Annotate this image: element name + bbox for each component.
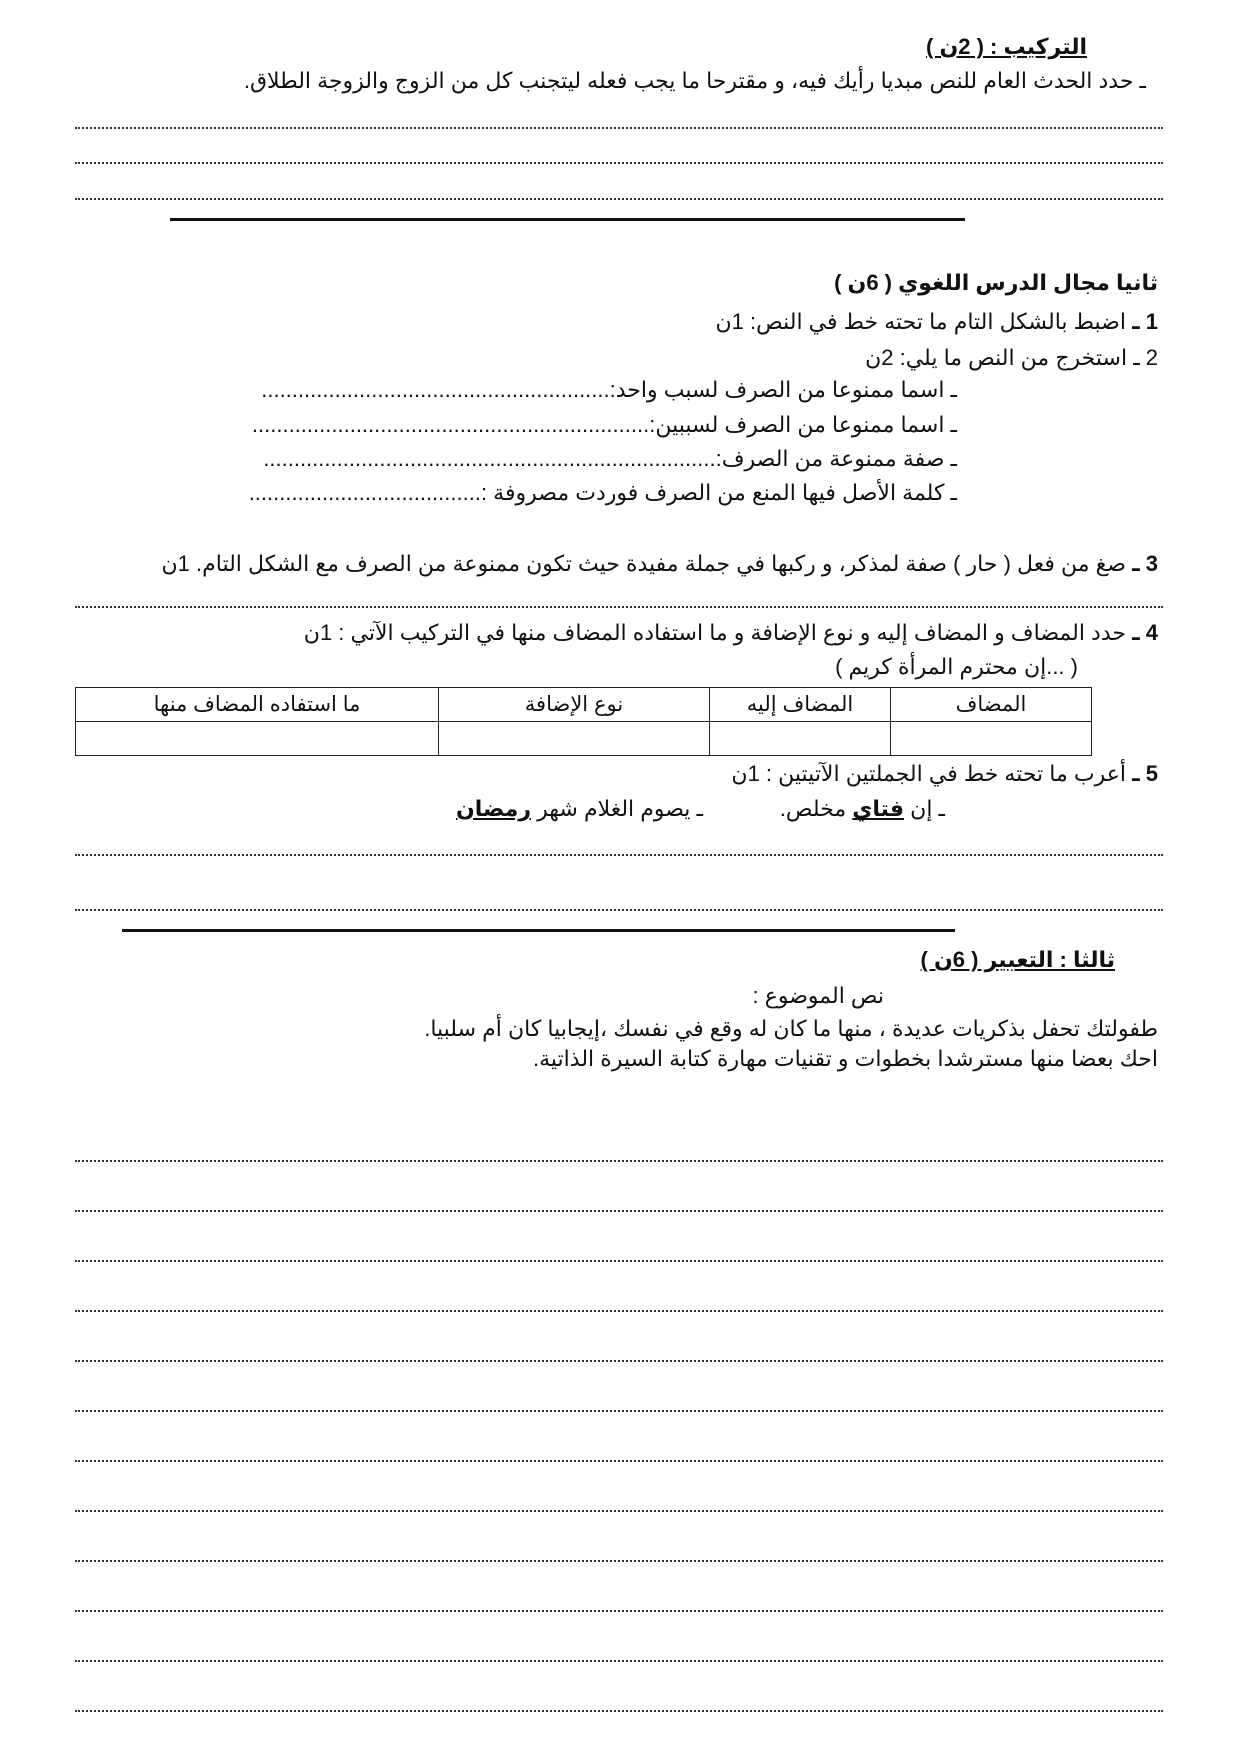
q4-example: ( ...إن محترم المرأة كريم ) [835, 654, 1078, 679]
section-tarkib-heading: التركيب : ( 2ن ) [926, 34, 1087, 59]
q2-item[interactable]: ـ اسما ممنوعا من الصرف لسببين:................................................................. [251, 412, 957, 437]
tarkib-task: ـ حدد الحدث العام للنص مبديا رأيك فيه، و مقترحا ما يجب فعله ليتجنب كل من الزوج والزوجة الطلاق. [243, 68, 1146, 93]
section-lugha-heading: ثانيا مجال الدرس اللغوي ( 6ن ) [834, 270, 1158, 295]
table-header-cell: المضاف إليه [710, 688, 891, 722]
answer-line[interactable] [75, 1542, 1163, 1562]
answer-line[interactable] [75, 1692, 1163, 1712]
answer-line[interactable] [75, 144, 1163, 164]
answer-line[interactable] [75, 1592, 1163, 1612]
subject-line-1: طفولتك تحفل بذكريات عديدة ، منها ما كان له وقع في نفسك ،إيجابيا كان أم سلبيا. [424, 1016, 1158, 1041]
subject-line-2: احك بعضا منها مسترشدا بخطوات و تقنيات مهارة كتابة السيرة الذاتية. [533, 1046, 1158, 1071]
answer-line[interactable] [75, 1492, 1163, 1512]
question-3 [161, 549, 1158, 579]
question-1 [716, 307, 1158, 337]
table-header-row [76, 688, 1092, 722]
question-text: حدد المضاف و المضاف إليه و نوع الإضافة و ما استفاده المضاف منها في التركيب الآتي : 1ن [303, 620, 1126, 645]
answer-line[interactable] [75, 1142, 1163, 1162]
answer-line[interactable] [75, 109, 1163, 129]
answer-cell-idafa-type[interactable] [439, 722, 710, 756]
answer-line[interactable] [75, 836, 1163, 856]
table-header-cell: المضاف [891, 688, 1092, 722]
question-number: 1 ـ [1132, 309, 1158, 334]
answer-line[interactable] [75, 1392, 1163, 1412]
answer-cell-benefit[interactable] [76, 722, 439, 756]
sentence-text: مخلص. [779, 796, 853, 821]
question-text: اضبط بالشكل التام ما تحته خط في النص: 1ن [715, 309, 1126, 334]
q2-item[interactable]: ـ صفة ممنوعة من الصرف:.......................................................................... [263, 446, 957, 471]
table-header-cell: نوع الإضافة [439, 688, 710, 722]
answer-line[interactable] [75, 1342, 1163, 1362]
question-text: استخرج من النص ما يلي: 2ن [865, 345, 1128, 370]
q5-sentence-2 [456, 794, 703, 824]
section-taabir-heading: ثالثا : التعبير ( 6ن ) [920, 947, 1115, 972]
question-2 [865, 343, 1158, 373]
q2-item[interactable]: ـ كلمة الأصل فيها المنع من الصرف فوردت مصروفة :...................................... [248, 480, 957, 505]
section-divider [122, 929, 955, 932]
subject-label: نص الموضوع : [752, 983, 884, 1008]
q5-sentence-1 [780, 794, 945, 824]
question-text: أعرب ما تحته خط في الجملتين الآتيتين : 1ن [731, 761, 1126, 786]
answer-line[interactable] [75, 1292, 1163, 1312]
question-4 [304, 618, 1158, 648]
answer-cell-mudaf[interactable] [891, 722, 1092, 756]
sentence-text: ـ يصوم الغلام شهر [531, 796, 703, 821]
question-number: 5 ـ [1132, 761, 1158, 786]
answer-line[interactable] [75, 1642, 1163, 1662]
question-5 [731, 759, 1158, 789]
answer-line[interactable] [75, 1442, 1163, 1462]
table-row[interactable] [76, 722, 1092, 756]
question-text: صغ من فعل ( حار ) صفة لمذكر، و ركبها في جملة مفيدة حيث تكون ممنوعة من الصرف مع الشكل التام. 1ن [161, 551, 1126, 576]
q2-item[interactable]: ـ اسما ممنوعا من الصرف لسبب واحد:......................................................... [261, 377, 957, 402]
answer-line[interactable] [75, 891, 1163, 911]
answer-cell-mudaf-ilayh[interactable] [710, 722, 891, 756]
answer-line[interactable] [75, 180, 1163, 200]
answer-line[interactable] [75, 1192, 1163, 1212]
table-header-cell: ما استفاده المضاف منها [76, 688, 439, 722]
sentence-text: ـ إن [904, 796, 945, 821]
underlined-word: فتاي [852, 796, 905, 821]
answer-line[interactable] [75, 1242, 1163, 1262]
question-number: 4 ـ [1132, 620, 1158, 645]
answer-line[interactable] [75, 588, 1163, 608]
idafa-table [75, 687, 1092, 756]
question-number: 2 ـ [1133, 345, 1158, 370]
section-divider [170, 218, 965, 221]
underlined-word: رمضان [456, 796, 532, 821]
question-number: 3 ـ [1132, 551, 1158, 576]
